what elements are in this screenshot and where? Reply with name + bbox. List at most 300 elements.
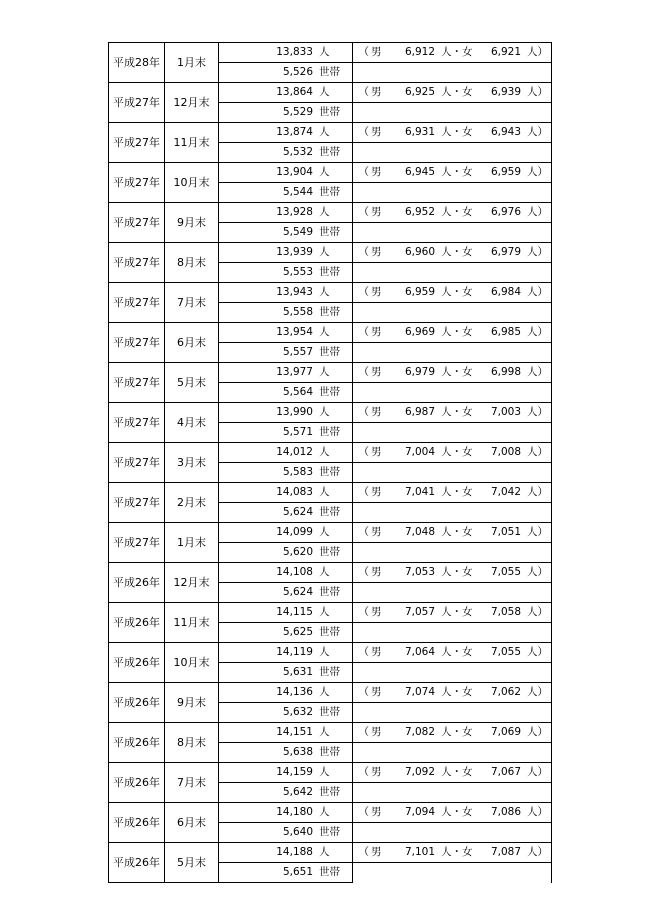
population-cell <box>219 443 353 463</box>
record-row <box>109 803 552 823</box>
female-value: 6,959 <box>490 166 521 178</box>
population-cell <box>219 603 353 623</box>
person-unit: 人 <box>319 486 330 498</box>
month-cell: 6月末 <box>165 803 219 843</box>
close-label: 人） <box>527 126 548 138</box>
female-value: 6,939 <box>490 86 521 98</box>
household-unit: 世帯 <box>319 386 340 398</box>
households-value: 5,624 <box>282 586 313 598</box>
male-label: 男 <box>371 286 382 298</box>
blank-cell <box>353 183 552 203</box>
blank-cell <box>353 223 552 243</box>
households-cell <box>219 783 353 803</box>
close-label: 人） <box>527 646 548 658</box>
era-cell: 平成27年 <box>109 123 165 163</box>
blank-cell <box>353 663 552 683</box>
population-cell <box>219 643 353 663</box>
person-unit: 人 <box>319 46 330 58</box>
person-unit: 人 <box>319 446 330 458</box>
era-cell: 平成26年 <box>109 683 165 723</box>
male-label: 男 <box>371 646 382 658</box>
population-value: 14,083 <box>276 486 313 498</box>
female-value: 6,985 <box>490 326 521 338</box>
person-unit: 人 <box>319 326 330 338</box>
population-cell <box>219 563 353 583</box>
households-cell <box>219 823 353 843</box>
month-cell: 11月末 <box>165 603 219 643</box>
record-row <box>109 283 552 303</box>
population-value: 13,874 <box>276 126 313 138</box>
close-label: 人） <box>527 406 548 418</box>
households-value: 5,632 <box>282 706 313 718</box>
household-unit: 世帯 <box>319 266 340 278</box>
close-label: 人） <box>527 166 548 178</box>
male-value: 6,960 <box>404 246 435 258</box>
households-cell <box>219 743 353 763</box>
close-label: 人） <box>527 326 548 338</box>
households-value: 5,544 <box>282 186 313 198</box>
separator-label: 人・女 <box>441 126 473 138</box>
male-value: 7,101 <box>404 846 435 858</box>
gender-breakdown-cell <box>353 323 552 343</box>
female-value: 7,086 <box>490 806 521 818</box>
household-unit: 世帯 <box>319 546 340 558</box>
record-row <box>109 323 552 343</box>
female-value: 7,062 <box>490 686 521 698</box>
close-label: 人） <box>527 606 548 618</box>
separator-label: 人・女 <box>441 86 473 98</box>
open-paren: （ <box>358 686 369 698</box>
close-label: 人） <box>527 366 548 378</box>
population-table <box>108 42 552 883</box>
open-paren: （ <box>358 646 369 658</box>
month-cell: 3月末 <box>165 443 219 483</box>
separator-label: 人・女 <box>441 406 473 418</box>
close-label: 人） <box>527 206 548 218</box>
separator-label: 人・女 <box>441 246 473 258</box>
era-cell: 平成27年 <box>109 483 165 523</box>
population-value: 13,904 <box>276 166 313 178</box>
population-cell <box>219 403 353 423</box>
female-value: 7,051 <box>490 526 521 538</box>
month-cell: 12月末 <box>165 83 219 123</box>
households-value: 5,638 <box>282 746 313 758</box>
female-value: 7,055 <box>490 566 521 578</box>
household-unit: 世帯 <box>319 826 340 838</box>
era-cell: 平成27年 <box>109 403 165 443</box>
gender-breakdown-cell <box>353 803 552 823</box>
population-cell <box>219 203 353 223</box>
female-value: 6,984 <box>490 286 521 298</box>
household-unit: 世帯 <box>319 666 340 678</box>
households-value: 5,564 <box>282 386 313 398</box>
population-value: 14,188 <box>276 846 313 858</box>
person-unit: 人 <box>319 286 330 298</box>
era-cell: 平成26年 <box>109 563 165 603</box>
month-cell: 1月末 <box>165 523 219 563</box>
record-row <box>109 723 552 743</box>
households-value: 5,526 <box>282 66 313 78</box>
era-cell: 平成27年 <box>109 323 165 363</box>
male-value: 7,041 <box>404 486 435 498</box>
household-unit: 世帯 <box>319 466 340 478</box>
blank-cell <box>353 423 552 443</box>
era-cell: 平成27年 <box>109 203 165 243</box>
households-value: 5,631 <box>282 666 313 678</box>
population-value: 14,180 <box>276 806 313 818</box>
person-unit: 人 <box>319 606 330 618</box>
record-row <box>109 163 552 183</box>
person-unit: 人 <box>319 526 330 538</box>
record-row <box>109 203 552 223</box>
household-unit: 世帯 <box>319 66 340 78</box>
households-cell <box>219 543 353 563</box>
separator-label: 人・女 <box>441 726 473 738</box>
gender-breakdown-cell <box>353 283 552 303</box>
household-unit: 世帯 <box>319 626 340 638</box>
gender-breakdown-cell <box>353 523 552 543</box>
person-unit: 人 <box>319 686 330 698</box>
era-cell: 平成28年 <box>109 43 165 83</box>
male-label: 男 <box>371 806 382 818</box>
household-unit: 世帯 <box>319 586 340 598</box>
households-value: 5,583 <box>282 466 313 478</box>
gender-breakdown-cell <box>353 843 552 863</box>
blank-cell <box>353 63 552 83</box>
record-row <box>109 83 552 103</box>
record-row <box>109 123 552 143</box>
gender-breakdown-cell <box>353 123 552 143</box>
households-cell <box>219 183 353 203</box>
male-label: 男 <box>371 246 382 258</box>
separator-label: 人・女 <box>441 806 473 818</box>
household-unit: 世帯 <box>319 866 340 878</box>
separator-label: 人・女 <box>441 766 473 778</box>
population-value: 14,119 <box>276 646 313 658</box>
male-label: 男 <box>371 126 382 138</box>
record-row <box>109 483 552 503</box>
record-row <box>109 243 552 263</box>
blank-cell <box>353 783 552 803</box>
household-unit: 世帯 <box>319 106 340 118</box>
gender-breakdown-cell <box>353 163 552 183</box>
open-paren: （ <box>358 366 369 378</box>
era-cell: 平成27年 <box>109 523 165 563</box>
population-value: 14,159 <box>276 766 313 778</box>
record-row <box>109 843 552 863</box>
households-cell <box>219 703 353 723</box>
population-value: 14,115 <box>276 606 313 618</box>
households-cell <box>219 223 353 243</box>
gender-breakdown-cell <box>353 363 552 383</box>
person-unit: 人 <box>319 646 330 658</box>
close-label: 人） <box>527 566 548 578</box>
separator-label: 人・女 <box>441 366 473 378</box>
population-cell <box>219 763 353 783</box>
male-value: 7,092 <box>404 766 435 778</box>
households-value: 5,553 <box>282 266 313 278</box>
male-value: 7,094 <box>404 806 435 818</box>
population-value: 13,954 <box>276 326 313 338</box>
open-paren: （ <box>358 406 369 418</box>
person-unit: 人 <box>319 86 330 98</box>
population-cell <box>219 843 353 863</box>
male-value: 7,053 <box>404 566 435 578</box>
month-cell: 6月末 <box>165 323 219 363</box>
female-value: 6,943 <box>490 126 521 138</box>
household-unit: 世帯 <box>319 186 340 198</box>
separator-label: 人・女 <box>441 646 473 658</box>
open-paren: （ <box>358 726 369 738</box>
gender-breakdown-cell <box>353 443 552 463</box>
era-cell: 平成26年 <box>109 763 165 803</box>
person-unit: 人 <box>319 126 330 138</box>
households-value: 5,532 <box>282 146 313 158</box>
separator-label: 人・女 <box>441 486 473 498</box>
person-unit: 人 <box>319 166 330 178</box>
population-cell <box>219 283 353 303</box>
population-cell <box>219 163 353 183</box>
female-value: 6,979 <box>490 246 521 258</box>
female-value: 7,055 <box>490 646 521 658</box>
household-unit: 世帯 <box>319 506 340 518</box>
male-value: 7,074 <box>404 686 435 698</box>
household-unit: 世帯 <box>319 746 340 758</box>
population-cell <box>219 123 353 143</box>
month-cell: 2月末 <box>165 483 219 523</box>
separator-label: 人・女 <box>441 286 473 298</box>
era-cell: 平成26年 <box>109 723 165 763</box>
female-value: 7,042 <box>490 486 521 498</box>
month-cell: 5月末 <box>165 843 219 883</box>
population-value: 14,151 <box>276 726 313 738</box>
male-label: 男 <box>371 686 382 698</box>
era-cell: 平成26年 <box>109 643 165 683</box>
era-cell: 平成27年 <box>109 83 165 123</box>
male-value: 7,057 <box>404 606 435 618</box>
month-cell: 5月末 <box>165 363 219 403</box>
population-value: 13,833 <box>276 46 313 58</box>
male-label: 男 <box>371 486 382 498</box>
households-value: 5,625 <box>282 626 313 638</box>
population-value: 13,864 <box>276 86 313 98</box>
open-paren: （ <box>358 46 369 58</box>
population-value: 14,136 <box>276 686 313 698</box>
population-value: 14,099 <box>276 526 313 538</box>
households-value: 5,549 <box>282 226 313 238</box>
person-unit: 人 <box>319 366 330 378</box>
households-value: 5,557 <box>282 346 313 358</box>
male-label: 男 <box>371 166 382 178</box>
households-cell <box>219 143 353 163</box>
households-value: 5,624 <box>282 506 313 518</box>
open-paren: （ <box>358 766 369 778</box>
month-cell: 8月末 <box>165 243 219 283</box>
close-label: 人） <box>527 486 548 498</box>
population-cell <box>219 363 353 383</box>
month-cell: 8月末 <box>165 723 219 763</box>
household-unit: 世帯 <box>319 306 340 318</box>
person-unit: 人 <box>319 806 330 818</box>
blank-cell <box>353 583 552 603</box>
population-table-body <box>109 43 552 883</box>
separator-label: 人・女 <box>441 46 473 58</box>
population-cell <box>219 483 353 503</box>
open-paren: （ <box>358 486 369 498</box>
blank-cell <box>353 503 552 523</box>
population-cell <box>219 43 353 63</box>
population-cell <box>219 683 353 703</box>
close-label: 人） <box>527 246 548 258</box>
month-cell: 9月末 <box>165 683 219 723</box>
person-unit: 人 <box>319 406 330 418</box>
male-value: 6,931 <box>404 126 435 138</box>
gender-breakdown-cell <box>353 83 552 103</box>
blank-cell <box>353 263 552 283</box>
male-value: 6,959 <box>404 286 435 298</box>
separator-label: 人・女 <box>441 166 473 178</box>
blank-cell <box>353 623 552 643</box>
households-cell <box>219 343 353 363</box>
month-cell: 10月末 <box>165 163 219 203</box>
close-label: 人） <box>527 686 548 698</box>
close-label: 人） <box>527 726 548 738</box>
open-paren: （ <box>358 126 369 138</box>
households-value: 5,642 <box>282 786 313 798</box>
era-cell: 平成27年 <box>109 283 165 323</box>
era-cell: 平成27年 <box>109 243 165 283</box>
blank-cell <box>353 383 552 403</box>
male-label: 男 <box>371 366 382 378</box>
close-label: 人） <box>527 286 548 298</box>
person-unit: 人 <box>319 566 330 578</box>
male-label: 男 <box>371 206 382 218</box>
close-label: 人） <box>527 846 548 858</box>
separator-label: 人・女 <box>441 686 473 698</box>
open-paren: （ <box>358 446 369 458</box>
separator-label: 人・女 <box>441 606 473 618</box>
households-cell <box>219 303 353 323</box>
households-cell <box>219 423 353 443</box>
blank-cell <box>353 103 552 123</box>
gender-breakdown-cell <box>353 203 552 223</box>
households-cell <box>219 383 353 403</box>
male-value: 6,979 <box>404 366 435 378</box>
household-unit: 世帯 <box>319 346 340 358</box>
record-row <box>109 643 552 663</box>
gender-breakdown-cell <box>353 563 552 583</box>
month-cell: 12月末 <box>165 563 219 603</box>
month-cell: 4月末 <box>165 403 219 443</box>
separator-label: 人・女 <box>441 206 473 218</box>
female-value: 7,087 <box>490 846 521 858</box>
open-paren: （ <box>358 606 369 618</box>
male-value: 6,987 <box>404 406 435 418</box>
population-value: 13,939 <box>276 246 313 258</box>
gender-breakdown-cell <box>353 403 552 423</box>
era-cell: 平成27年 <box>109 363 165 403</box>
male-value: 7,004 <box>404 446 435 458</box>
gender-breakdown-cell <box>353 643 552 663</box>
population-value: 13,943 <box>276 286 313 298</box>
person-unit: 人 <box>319 766 330 778</box>
person-unit: 人 <box>319 726 330 738</box>
population-cell <box>219 723 353 743</box>
close-label: 人） <box>527 806 548 818</box>
era-cell: 平成26年 <box>109 603 165 643</box>
household-unit: 世帯 <box>319 786 340 798</box>
open-paren: （ <box>358 166 369 178</box>
household-unit: 世帯 <box>319 226 340 238</box>
record-row <box>109 523 552 543</box>
male-label: 男 <box>371 446 382 458</box>
record-row <box>109 603 552 623</box>
male-label: 男 <box>371 726 382 738</box>
households-cell <box>219 463 353 483</box>
female-value: 7,058 <box>490 606 521 618</box>
open-paren: （ <box>358 246 369 258</box>
record-row <box>109 363 552 383</box>
month-cell: 1月末 <box>165 43 219 83</box>
close-label: 人） <box>527 86 548 98</box>
male-label: 男 <box>371 46 382 58</box>
male-value: 7,048 <box>404 526 435 538</box>
gender-breakdown-cell <box>353 483 552 503</box>
female-value: 7,003 <box>490 406 521 418</box>
separator-label: 人・女 <box>441 526 473 538</box>
households-value: 5,529 <box>282 106 313 118</box>
population-cell <box>219 243 353 263</box>
male-label: 男 <box>371 846 382 858</box>
gender-breakdown-cell <box>353 723 552 743</box>
female-value: 7,069 <box>490 726 521 738</box>
male-label: 男 <box>371 326 382 338</box>
gender-breakdown-cell <box>353 243 552 263</box>
female-value: 6,998 <box>490 366 521 378</box>
households-cell <box>219 583 353 603</box>
households-cell <box>219 103 353 123</box>
month-cell: 9月末 <box>165 203 219 243</box>
separator-label: 人・女 <box>441 846 473 858</box>
male-label: 男 <box>371 606 382 618</box>
record-row <box>109 683 552 703</box>
blank-cell <box>353 863 552 883</box>
female-value: 7,067 <box>490 766 521 778</box>
open-paren: （ <box>358 846 369 858</box>
female-value: 6,976 <box>490 206 521 218</box>
close-label: 人） <box>527 526 548 538</box>
households-value: 5,640 <box>282 826 313 838</box>
era-cell: 平成27年 <box>109 443 165 483</box>
male-value: 6,945 <box>404 166 435 178</box>
blank-cell <box>353 303 552 323</box>
open-paren: （ <box>358 86 369 98</box>
blank-cell <box>353 543 552 563</box>
blank-cell <box>353 343 552 363</box>
male-value: 6,912 <box>404 46 435 58</box>
open-paren: （ <box>358 806 369 818</box>
households-cell <box>219 63 353 83</box>
gender-breakdown-cell <box>353 43 552 63</box>
households-cell <box>219 863 353 883</box>
population-value: 13,977 <box>276 366 313 378</box>
person-unit: 人 <box>319 206 330 218</box>
month-cell: 11月末 <box>165 123 219 163</box>
male-label: 男 <box>371 526 382 538</box>
gender-breakdown-cell <box>353 603 552 623</box>
male-label: 男 <box>371 406 382 418</box>
households-cell <box>219 663 353 683</box>
